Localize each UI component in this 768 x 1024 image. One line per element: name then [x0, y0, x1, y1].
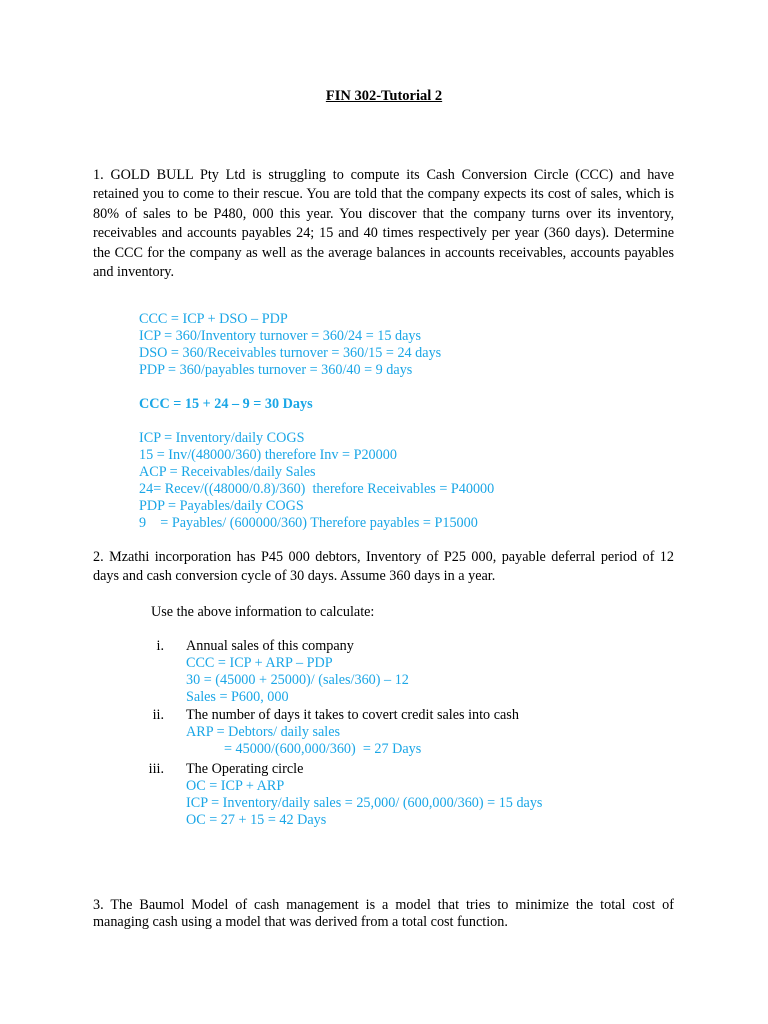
question-3-text: 3. The Baumol Model of cash management is a model that tries to minimize the total cost of managing cash using a model that was derived from a total cost function.: [93, 897, 674, 930]
question-2-item-3: [186, 761, 542, 829]
answer-line: CCC = ICP + DSO – PDP: [139, 311, 288, 327]
answer-line: DSO = 360/Receivables turnover = 360/15 = 24 days: [139, 345, 442, 361]
answer-result: CCC = 15 + 24 – 9 = 30 Days: [139, 396, 313, 412]
answer-line: 24= Recev/((48000/0.8)/360) therefore Receivables = P40000: [139, 481, 495, 497]
answer-line: ICP = Inventory/daily sales = 25,000/ (600,000/360) = 15 days: [186, 795, 543, 811]
answer-line: ICP = 360/Inventory turnover = 360/24 = 15 days: [139, 328, 421, 344]
answer-line: PDP = Payables/daily COGS: [139, 498, 304, 514]
question-2-item-1: [186, 638, 409, 706]
answer-line: OC = ICP + ARP: [186, 778, 285, 794]
answer-line: 30 = (45000 + 25000)/ (sales/360) – 12: [186, 672, 409, 688]
question-2-text: 2. Mzathi incorporation has P45 000 debtors, Inventory of P25 000, payable deferral period of 12 days and cash conversion cycle of 30 days. Assume 360 days in a year.: [93, 549, 674, 585]
answer-line: CCC = ICP + ARP – PDP: [186, 655, 333, 671]
answer-line: Sales = P600, 000: [186, 689, 289, 705]
question-1-text: 1. GOLD BULL Pty Ltd is struggling to compute its Cash Conversion Circle (CCC) and have retained you to come to their rescue. You are told that the company expects its cost of sales, which is 80% of sales to be P480, 000 this year. You discover that the company turns over its inventory, receivables and accounts payables 24; 15 and 40 times respectively per year (360 days). Determine the CCC for the company as well as the average balances in accounts receivables, accounts payables and inventory.: [93, 167, 674, 281]
item-question: The Operating circle: [186, 761, 304, 777]
question-2-item-2: [186, 707, 519, 758]
answer-line: 9 = Payables/ (600000/360) Therefore payables = P15000: [139, 515, 478, 531]
item-numeral: ii.: [152, 707, 164, 723]
answer-line: 15 = Inv/(48000/360) therefore Inv = P20000: [139, 447, 397, 463]
item-question: The number of days it takes to covert credit sales into cash: [186, 707, 519, 723]
question-1-answer-block-1: [139, 311, 441, 379]
question-1-answer-block-2: [139, 430, 494, 532]
answer-line: PDP = 360/payables turnover = 360/40 = 9 days: [139, 362, 413, 378]
item-numeral: i.: [156, 638, 164, 654]
answer-line: ACP = Receivables/daily Sales: [139, 464, 316, 480]
document-title: FIN 302-Tutorial 2: [325, 88, 443, 104]
question-1-ccc-result: [139, 396, 313, 413]
answer-line: = 45000/(600,000/360) = 27 Days: [224, 741, 422, 757]
item-question: Annual sales of this company: [186, 638, 354, 654]
answer-line: ARP = Debtors/ daily sales: [186, 724, 341, 740]
item-numeral: iii.: [148, 761, 164, 777]
question-2-intro: Use the above information to calculate:: [151, 604, 375, 620]
answer-line: OC = 27 + 15 = 42 Days: [186, 812, 327, 828]
answer-line: ICP = Inventory/daily COGS: [139, 430, 305, 446]
